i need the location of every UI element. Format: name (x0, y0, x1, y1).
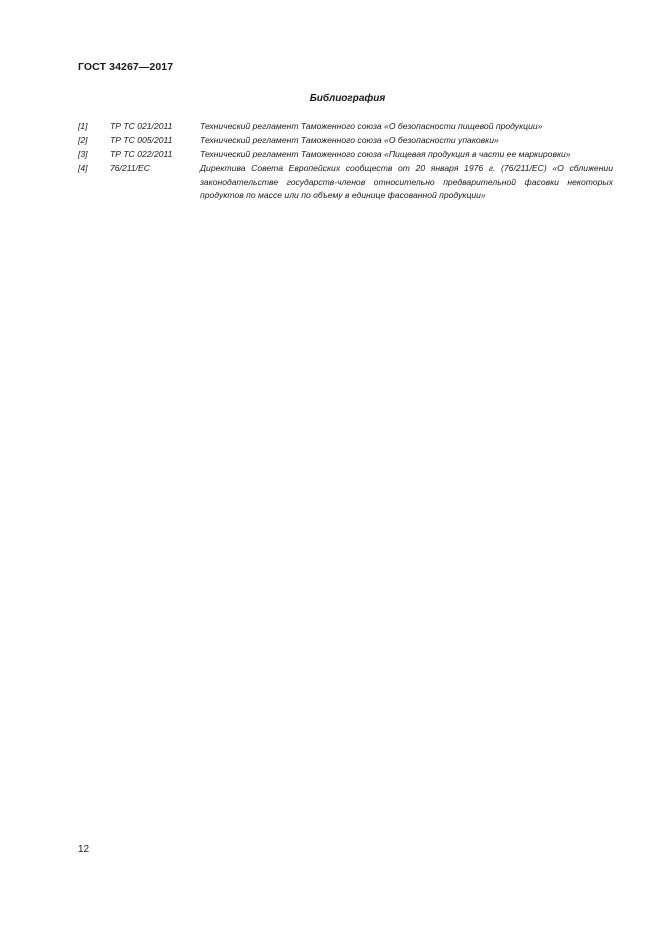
bibliography-entry (78, 162, 613, 203)
bibliography-entry (78, 148, 613, 162)
entry-code: ТР ТС 021/2011 (110, 121, 173, 131)
entry-text: Технический регламент Таможенного союза «О безопасности пищевой продукции» (200, 121, 543, 131)
entry-text: Директива Совета Европейских сообществ от 20 января 1976 г. (76/211/ЕС) «О сближении законодательстве государств-членов относительно предварительной фасовки некоторых продуктов по массе или по объему в единице фасованной продукции» (200, 163, 613, 200)
bibliography-entry (78, 134, 613, 148)
section-title: Библиография (309, 93, 386, 104)
entry-code: ТР ТС 022/2011 (110, 149, 173, 159)
document-header: ГОСТ 34267—2017 (78, 61, 174, 73)
entry-text: Технический регламент Таможенного союза «Пищевая продукция в части ее маркировки» (200, 149, 571, 159)
entry-number: [1] (78, 121, 88, 131)
page-number: 12 (78, 844, 90, 855)
bibliography-list (78, 120, 613, 203)
entry-code: ТР ТС 005/2011 (110, 135, 173, 145)
entry-code: 76/211/ЕС (110, 163, 150, 173)
entry-number: [2] (78, 135, 88, 145)
entry-number: [3] (78, 149, 88, 159)
entry-number: [4] (78, 163, 88, 173)
entry-text: Технический регламент Таможенного союза «О безопасности упаковки» (200, 135, 499, 145)
bibliography-entry (78, 120, 613, 134)
